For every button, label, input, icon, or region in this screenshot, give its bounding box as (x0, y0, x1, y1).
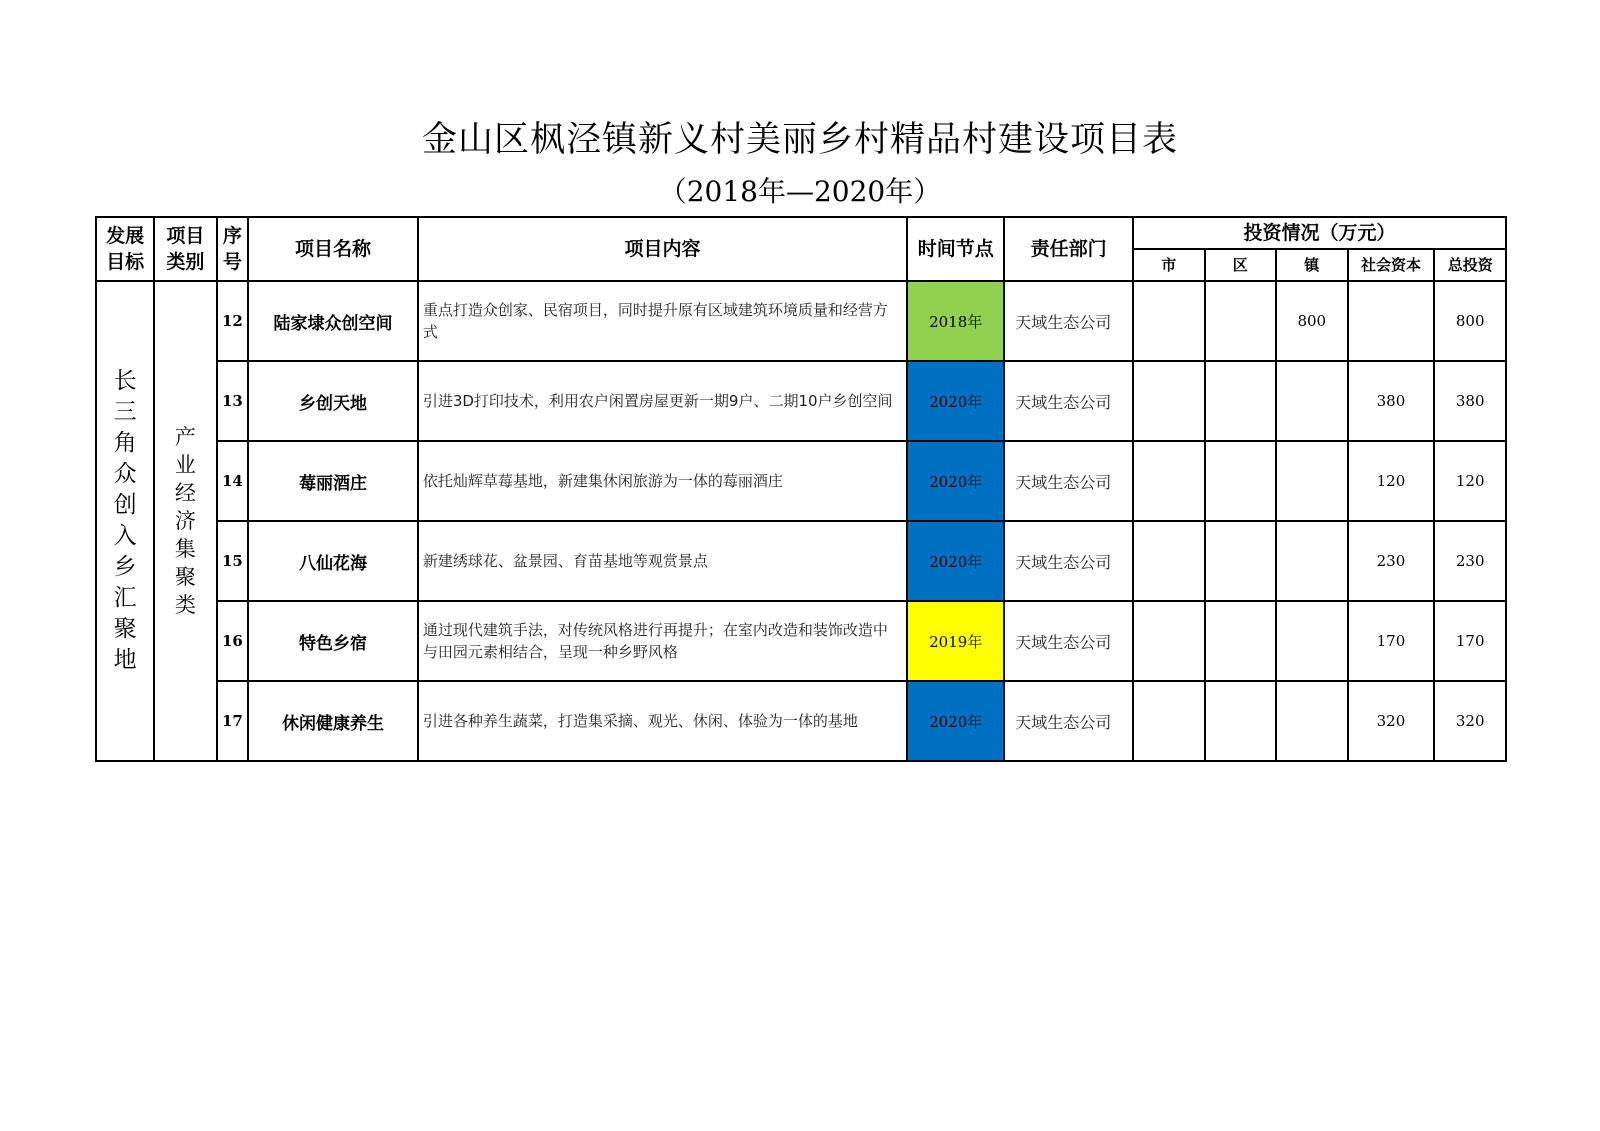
name-cell: 乡创天地 (248, 361, 418, 441)
name-cell: 休闲健康养生 (248, 681, 418, 761)
district-cell (1205, 521, 1277, 601)
table-row (96, 281, 1506, 361)
header-city: 市 (1133, 249, 1205, 281)
total-cell: 120 (1434, 441, 1506, 521)
page-title: 金山区枫泾镇新义村美丽乡村精品村建设项目表 (421, 120, 1178, 160)
seq-cell: 13 (217, 361, 249, 441)
header-social: 社会资本 (1348, 249, 1435, 281)
district-cell (1205, 441, 1277, 521)
city-cell (1133, 681, 1205, 761)
header-town: 镇 (1276, 249, 1348, 281)
social-cell: 320 (1348, 681, 1435, 761)
seq-cell: 15 (217, 521, 249, 601)
content-cell: 通过现代建筑手法，对传统风格进行再提升；在室内改造和装饰改造中与田园元素相结合，呈现一种乡野风格 (418, 601, 907, 681)
total-cell: 380 (1434, 361, 1506, 441)
district-cell (1205, 601, 1277, 681)
town-cell (1276, 521, 1348, 601)
content-cell: 新建绣球花、盆景园、育苗基地等观赏景点 (418, 521, 907, 601)
table-row (96, 441, 1506, 521)
header-time: 时间节点 (907, 217, 1004, 281)
header-content: 项目内容 (418, 217, 907, 281)
time-cell: 2018年 (907, 281, 1004, 361)
header-category: 项目类别 (154, 217, 216, 281)
time-cell: 2020年 (907, 361, 1004, 441)
table-row (96, 361, 1506, 441)
header-dept: 责任部门 (1004, 217, 1133, 281)
table-row (96, 521, 1506, 601)
name-cell: 莓丽酒庄 (248, 441, 418, 521)
dept-cell: 天域生态公司 (1004, 361, 1133, 441)
dept-cell: 天域生态公司 (1004, 681, 1133, 761)
city-cell (1133, 601, 1205, 681)
social-cell: 170 (1348, 601, 1435, 681)
social-cell (1348, 281, 1435, 361)
seq-cell: 14 (217, 441, 249, 521)
total-cell: 170 (1434, 601, 1506, 681)
header-goal: 发展目标 (96, 217, 154, 281)
city-cell (1133, 521, 1205, 601)
town-cell (1276, 361, 1348, 441)
total-cell: 320 (1434, 681, 1506, 761)
dept-cell: 天域生态公司 (1004, 281, 1133, 361)
header-investment: 投资情况（万元） (1133, 217, 1506, 249)
table-row (96, 601, 1506, 681)
time-cell: 2019年 (907, 601, 1004, 681)
seq-cell: 16 (217, 601, 249, 681)
social-cell: 380 (1348, 361, 1435, 441)
project-table (95, 216, 1507, 762)
time-cell: 2020年 (907, 681, 1004, 761)
city-cell (1133, 361, 1205, 441)
time-cell: 2020年 (907, 441, 1004, 521)
time-cell: 2020年 (907, 521, 1004, 601)
header-seq: 序号 (217, 217, 249, 281)
district-cell (1205, 361, 1277, 441)
social-cell: 120 (1348, 441, 1435, 521)
content-cell: 重点打造众创家、民宿项目，同时提升原有区域建筑环境质量和经营方式 (418, 281, 907, 361)
header-district: 区 (1205, 249, 1277, 281)
seq-cell: 17 (217, 681, 249, 761)
content-cell: 引进各种养生蔬菜，打造集采摘、观光、休闲、体验为一体的基地 (418, 681, 907, 761)
category-value: 产业经济集聚类 (174, 425, 196, 617)
name-cell: 陆家埭众创空间 (248, 281, 418, 361)
category-cell (154, 281, 216, 761)
content-cell: 引进3D打印技术，利用农户闲置房屋更新一期9户、二期10户乡创空间 (418, 361, 907, 441)
town-cell (1276, 601, 1348, 681)
town-cell (1276, 681, 1348, 761)
city-cell (1133, 441, 1205, 521)
total-cell: 230 (1434, 521, 1506, 601)
town-cell (1276, 441, 1348, 521)
seq-cell: 12 (217, 281, 249, 361)
table-row (96, 681, 1506, 761)
dept-cell: 天域生态公司 (1004, 601, 1133, 681)
name-cell: 特色乡宿 (248, 601, 418, 681)
name-cell: 八仙花海 (248, 521, 418, 601)
goal-value: 长三角众创入乡汇聚地 (113, 368, 137, 673)
district-cell (1205, 681, 1277, 761)
header-total: 总投资 (1434, 249, 1506, 281)
dept-cell: 天域生态公司 (1004, 441, 1133, 521)
social-cell: 230 (1348, 521, 1435, 601)
town-cell: 800 (1276, 281, 1348, 361)
city-cell (1133, 281, 1205, 361)
header-name: 项目名称 (248, 217, 418, 281)
dept-cell: 天域生态公司 (1004, 521, 1133, 601)
total-cell: 800 (1434, 281, 1506, 361)
district-cell (1205, 281, 1277, 361)
page-subtitle: （2018年—2020年） (658, 175, 942, 208)
content-cell: 依托灿辉草莓基地，新建集休闲旅游为一体的莓丽酒庄 (418, 441, 907, 521)
goal-cell (96, 281, 154, 761)
